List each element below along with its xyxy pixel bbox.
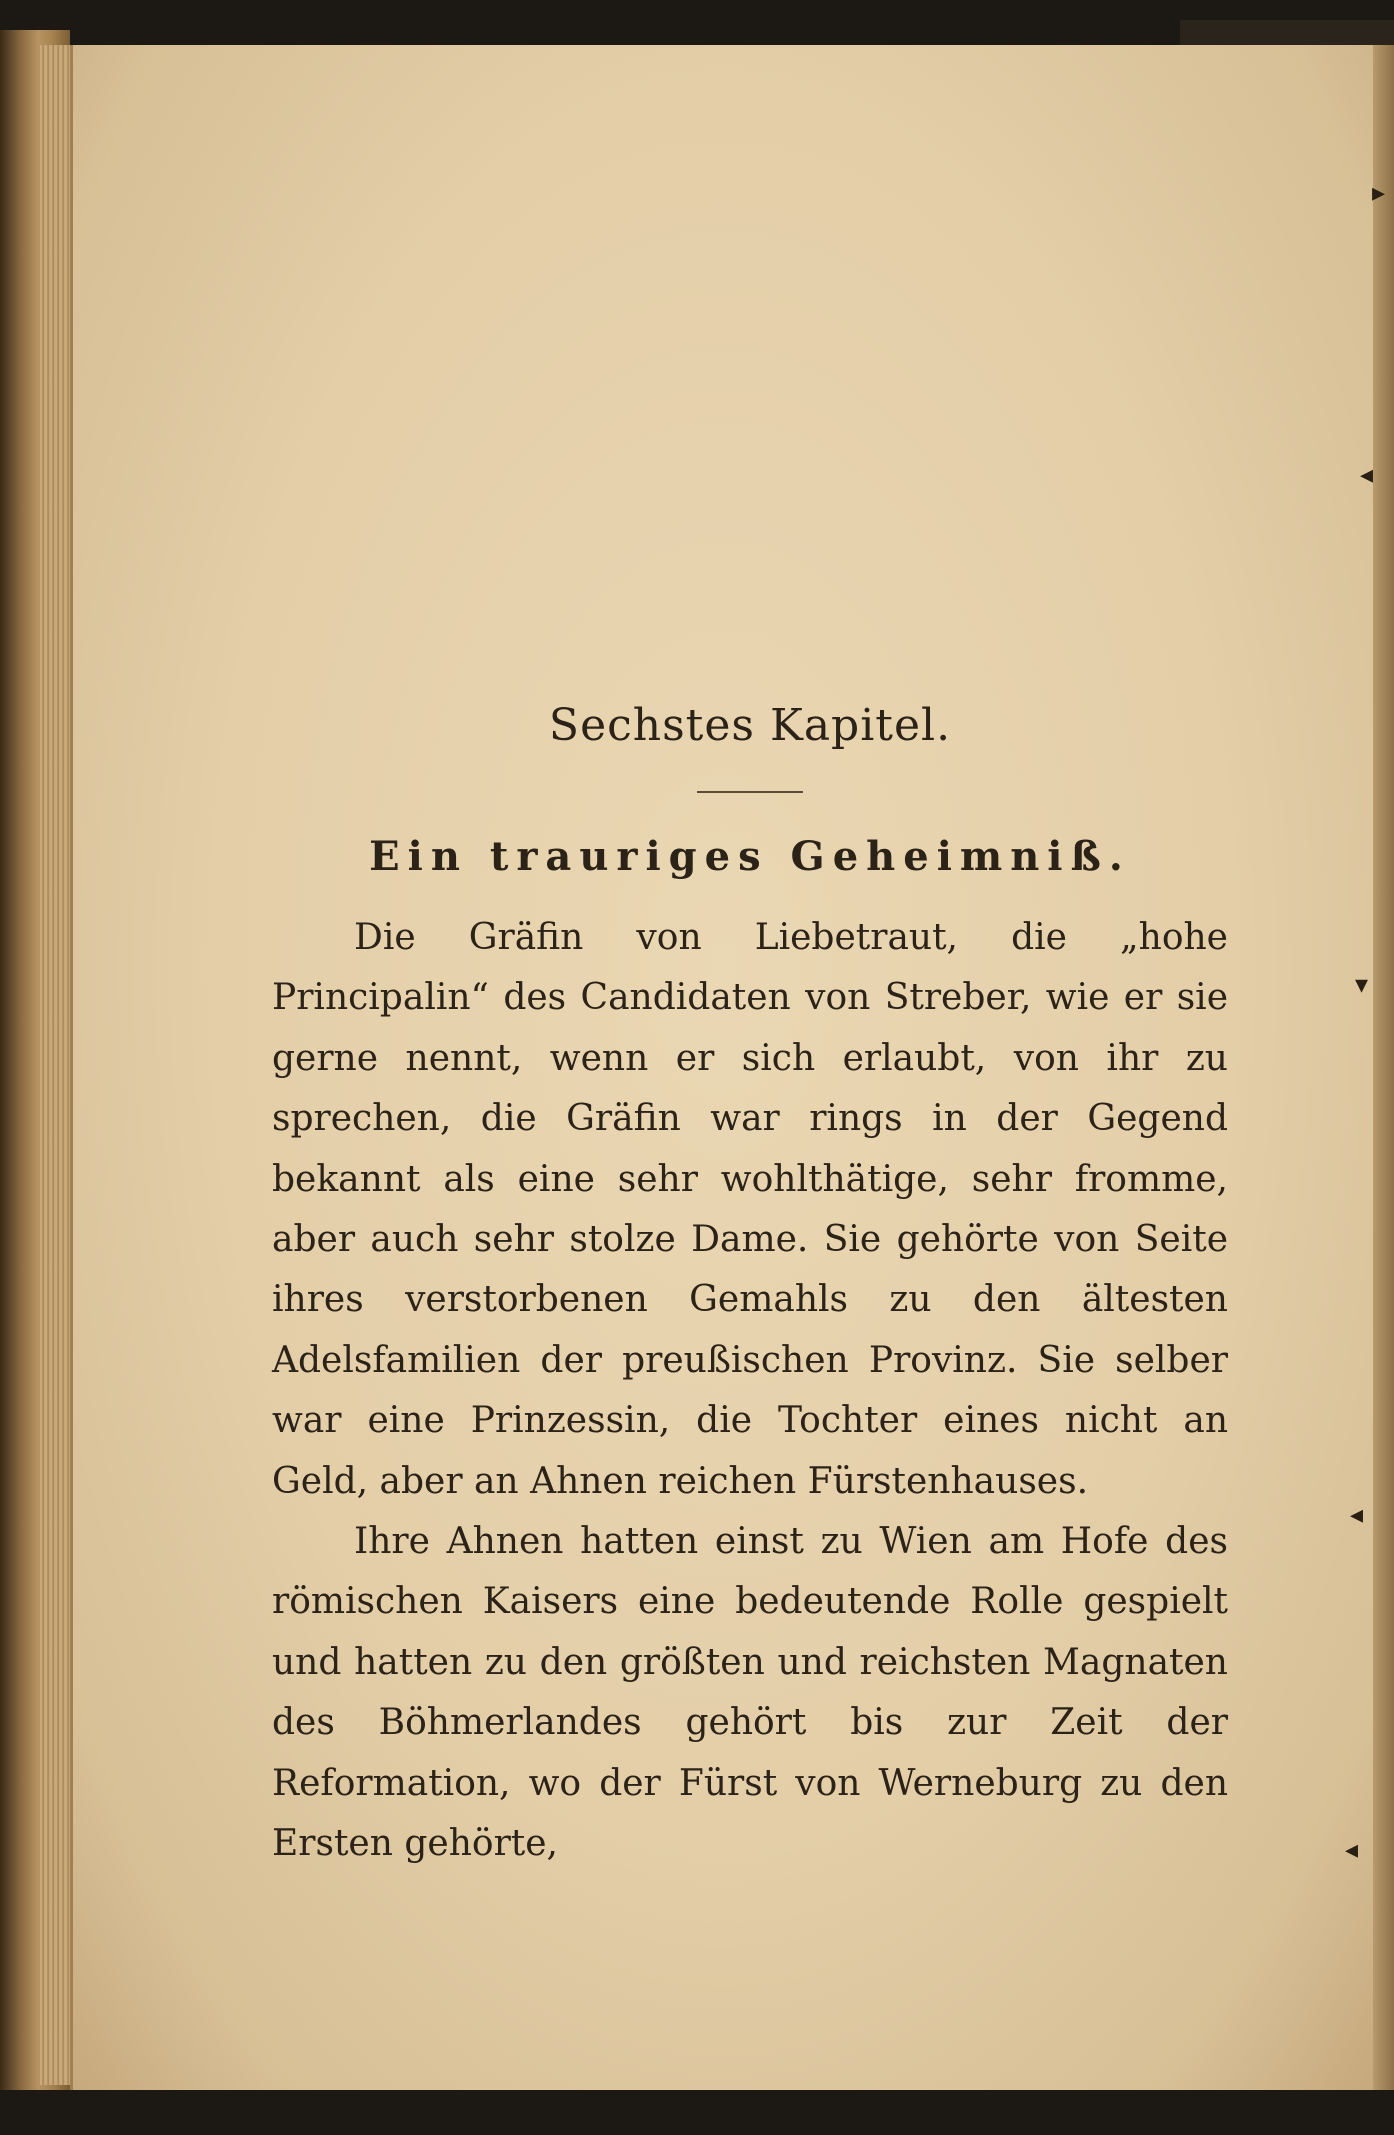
title-divider: [697, 791, 803, 793]
margin-mark: ▾: [1355, 970, 1369, 1000]
margin-mark: ◂: [1345, 1835, 1359, 1865]
margin-mark: ▸: [1372, 178, 1386, 208]
chapter-title: Sechstes Kapitel.: [548, 700, 952, 751]
paragraph: Ihre Ahnen hatten einst zu Wien am Hofe des römischen Kaisers eine bedeutende Rolle gespielt und hatten zu den größten und reichsten Magnaten des Böhmerlandes gehört bis zur Zeit der Reformation, wo der Fürst von Werneburg zu den Ersten gehörte,: [272, 1521, 1228, 1865]
margin-mark: ◂: [1350, 1500, 1364, 1530]
margin-mark: ◂: [1360, 460, 1374, 490]
chapter-subtitle: Ein trauriges Geheimniß.: [369, 833, 1131, 880]
paragraph: Die Gräfin von Liebetraut, die „hohe Principalin“ des Candidaten von Streber, wie er sie gerne nennt, wenn er sich erlaubt, von ihr zu sprechen, die Gräfin war rings in der Gegend bekannt als eine sehr wohlthätige, sehr fromme, aber auch sehr stolze Dame. Sie gehörte von Seite ihres verstorbenen Gemahls zu den ältesten Adelsfamilien der preußischen Provinz. Sie selber war eine Prinzessin, die Tochter eines nicht an Geld, aber an Ahnen reichen Fürstenhauses.: [272, 917, 1228, 1502]
page-content: [272, 700, 1228, 1875]
